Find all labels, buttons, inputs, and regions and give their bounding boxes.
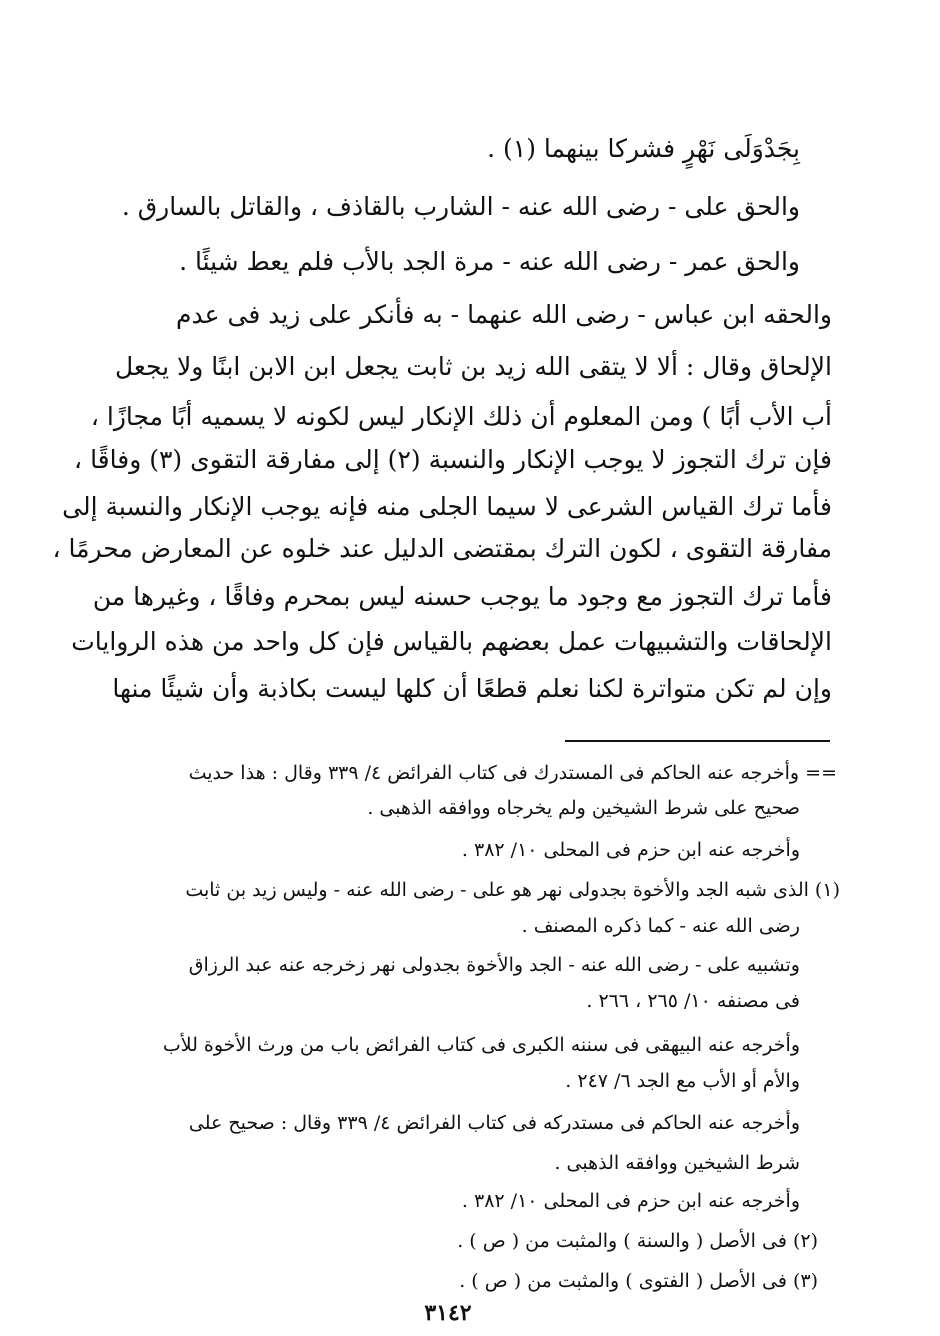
footnote-line-7: فى مصنفه ١٠/ ٢٦٥ ، ٢٦٦ . — [586, 990, 800, 1012]
body-line-6: أب الأب أبًا ) ومن المعلوم أن ذلك الإنكار ليس لكونه لا يسميه أبًا مجازًا ، — [90, 402, 832, 431]
footnote-line-5: رضى الله عنه - كما ذكره المصنف . — [521, 915, 800, 937]
body-line-8: فأما ترك القياس الشرعى لا سيما الجلى منه فإنه يوجب الإنكار والنسبة إلى — [62, 492, 832, 521]
footnote-line-11: شرط الشيخين ووافقه الذهبى . — [554, 1152, 800, 1174]
footnote-line-13: (٢) فى الأصل ( والسنة ) والمثبت من ( ص ) . — [457, 1230, 818, 1252]
footnote-line-6: وتشبيه على - رضى الله عنه - الجد والأخوة بجدولى نهر زخرجه عنه عبد الرزاق — [188, 954, 800, 976]
body-line-3: والحق عمر - رضى الله عنه - مرة الجد بالأب فلم يعط شيئًا . — [179, 247, 800, 276]
body-line-4: والحقه ابن عباس - رضى الله عنهما - به فأنكر على زيد فى عدم — [176, 300, 832, 329]
body-line-2: والحق على - رضى الله عنه - الشارب بالقاذف ، والقاتل بالسارق . — [121, 192, 800, 221]
footnote-line-14: (٣) فى الأصل ( الفتوى ) والمثبت من ( ص ) . — [459, 1270, 818, 1292]
footnote-line-2: صحيح على شرط الشيخين ولم يخرجاه ووافقه الذهبى . — [367, 797, 800, 819]
body-line-7: فإن ترك التجوز لا يوجب الإنكار والنسبة (٢) إلى مفارقة التقوى (٣) وفاقًا ، — [74, 445, 832, 474]
body-line-12: وإن لم تكن متواترة لكنا نعلم قطعًا أن كلها ليست بكاذبة وأن شيئًا منها — [112, 674, 832, 703]
footnote-line-12: وأخرجه عنه ابن حزم فى المحلى ١٠/ ٣٨٢ . — [461, 1190, 800, 1212]
body-line-10: فأما ترك التجوز مع وجود ما يوجب حسنه ليس بمحرم وفاقًا ، وغيرها من — [92, 582, 832, 611]
body-line-9: مفارقة التقوى ، لكون الترك بمقتضى الدليل عند خلوه عن المعارض محرمًا ، — [52, 534, 832, 563]
footnote-separator — [565, 740, 830, 742]
body-line-11: الإلحاقات والتشبيهات عمل بعضهم بالقياس فإن كل واحد من هذه الروايات — [71, 627, 832, 656]
footnote-line-10: وأخرجه عنه الحاكم فى مستدركه فى كتاب الفرائض ٤/ ٣٣٩ وقال : صحيح على — [188, 1112, 800, 1134]
body-line-5: الإلحاق وقال : ألا لا يتقى الله زيد بن ثابت يجعل ابن الابن ابنًا ولا يجعل — [114, 352, 832, 381]
footnote-line-1: == وأخرجه عنه الحاكم فى المستدرك فى كتاب الفرائض ٤/ ٣٣٩ وقال : هذا حديث — [188, 762, 837, 784]
footnote-line-8: وأخرجه عنه البيهقى فى سننه الكبرى فى كتاب الفرائض باب من ورث الأخوة للأب — [162, 1034, 800, 1056]
body-line-1: بِجَدْوَلَى نَهْرٍ فشركا بينهما (١) . — [487, 134, 800, 163]
footnote-line-9: والأم أو الأب مع الجد ٦/ ٢٤٧ . — [565, 1070, 800, 1092]
footnote-line-3: وأخرجه عنه ابن حزم فى المحلى ١٠/ ٣٨٢ . — [461, 839, 800, 861]
footnote-line-4: (١) الذى شبه الجد والأخوة بجدولى نهر هو على - رضى الله عنه - وليس زيد بن ثابت — [185, 879, 840, 901]
page-number: ٣١٤٢ — [424, 1300, 472, 1326]
